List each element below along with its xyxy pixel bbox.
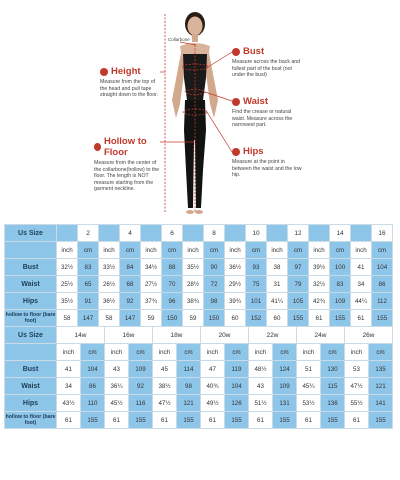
unit-inch: inch [105, 344, 129, 361]
unit-cm: cm [81, 344, 105, 361]
cell: 60 [225, 310, 246, 327]
cell: 147 [78, 310, 99, 327]
unit-inch: inch [249, 344, 273, 361]
size-header: 18w [153, 327, 201, 344]
cell: 28½ [183, 276, 204, 293]
cell: 45½ [105, 395, 129, 412]
cell: 84 [120, 259, 141, 276]
hollow-title: Hollow to Floor [103, 136, 147, 158]
size-header: 12 [288, 225, 309, 242]
cell: 42¾ [309, 293, 330, 310]
cell: 61 [309, 310, 330, 327]
cell: 101 [246, 293, 267, 310]
cell: 100 [330, 259, 351, 276]
unit-cm: cm [369, 344, 393, 361]
cell: 35½ [57, 293, 78, 310]
cell: 35½ [183, 259, 204, 276]
cell: 61 [153, 412, 177, 429]
unit-cm: cm [273, 344, 297, 361]
cell: 27½ [141, 276, 162, 293]
height-desc: Measure from the top of the head and pull tape straight down to the floor. [100, 79, 158, 99]
cell: 51 [297, 361, 321, 378]
cell: 92 [120, 293, 141, 310]
bust-desc: Measure across the back and fullest part of the bust (not under the bust) [232, 59, 301, 79]
unit-cm: cm [321, 344, 345, 361]
cell: 60 [267, 310, 288, 327]
cell: 61 [345, 412, 369, 429]
size-chart-table-plus [4, 326, 393, 429]
cell: 116 [129, 395, 153, 412]
hollow-row-label: hollow to floor (bare foot) [5, 310, 57, 327]
size-header: 20w [201, 327, 249, 344]
cell: 32½ [309, 276, 330, 293]
unit-cm: cm [225, 344, 249, 361]
cell: 58 [57, 310, 78, 327]
bust-guide [232, 46, 302, 79]
waist-guide [232, 96, 302, 129]
unit-inch: inch [351, 242, 372, 259]
cell: 61 [249, 412, 273, 429]
cell: 93 [246, 259, 267, 276]
cell: 135 [369, 361, 393, 378]
waist-title: Waist [243, 96, 268, 107]
size-header: 4 [120, 225, 141, 242]
hollow-desc: Measure from the center of the collarbone(hollow) to the floor. The length is NOT measure starting from the garment neckline. [94, 160, 160, 193]
cell: 90 [204, 259, 225, 276]
cell: 121 [369, 378, 393, 395]
cell: 141 [369, 395, 393, 412]
bust-row [5, 259, 393, 276]
bullet-icon [232, 48, 240, 56]
cell: 155 [81, 412, 105, 429]
cell: 31 [267, 276, 288, 293]
unit-cm: cm [129, 344, 153, 361]
cell: 36¼ [105, 378, 129, 395]
hips-row-label: Hips [5, 293, 57, 310]
cell: 109 [129, 361, 153, 378]
cell: 38¾ [183, 293, 204, 310]
cell: 47 [201, 361, 225, 378]
size-header: 10 [246, 225, 267, 242]
cell: 47½ [345, 378, 369, 395]
cell: 92 [129, 378, 153, 395]
size-header: 14 [330, 225, 351, 242]
unit-cm: cm [204, 242, 225, 259]
cell: 121 [177, 395, 201, 412]
unit-inch: inch [267, 242, 288, 259]
bullet-icon [100, 68, 108, 76]
cell: 39½ [309, 259, 330, 276]
cell: 38½ [153, 378, 177, 395]
cell: 40¾ [201, 378, 225, 395]
cell: 61 [351, 310, 372, 327]
hollow-row-label: hollow to floor (bare foot) [5, 412, 57, 429]
cell: 29½ [225, 276, 246, 293]
cell: 115 [321, 378, 345, 395]
bust-row [5, 361, 393, 378]
cell: 155 [225, 412, 249, 429]
cell: 126 [225, 395, 249, 412]
cell: 25½ [57, 276, 78, 293]
cell: 83 [78, 259, 99, 276]
unit-inch: inch [297, 344, 321, 361]
cell: 155 [321, 412, 345, 429]
cell: 43 [105, 361, 129, 378]
cell: 36½ [225, 259, 246, 276]
cell: 98 [204, 293, 225, 310]
hips-title: Hips [243, 146, 264, 157]
cell: 58 [99, 310, 120, 327]
cell: 155 [273, 412, 297, 429]
cell: 130 [321, 361, 345, 378]
measurement-guide [0, 0, 400, 222]
cell: 41 [57, 361, 81, 378]
cell: 61 [297, 412, 321, 429]
cell: 43½ [57, 395, 81, 412]
waist-desc: Find the crease or natural waist. Measure across the narrowest part. [232, 109, 293, 129]
cell: 147 [120, 310, 141, 327]
size-header: 24w [297, 327, 345, 344]
unit-inch: inch [345, 344, 369, 361]
cell: 119 [225, 361, 249, 378]
cell: 104 [372, 259, 393, 276]
size-header: 22w [249, 327, 297, 344]
cell: 104 [81, 361, 105, 378]
cell: 155 [288, 310, 309, 327]
size-header-row [5, 225, 393, 242]
waist-row-label: Waist [5, 276, 57, 293]
cell: 61 [201, 412, 225, 429]
unit-inch: inch [183, 242, 204, 259]
cell: 150 [162, 310, 183, 327]
cell: 45 [153, 361, 177, 378]
collarbone-label: Collarbone [168, 37, 190, 42]
size-header: 6 [162, 225, 183, 242]
hollow-guide [94, 136, 164, 193]
model-figure-illustration [0, 0, 400, 222]
waist-row [5, 276, 393, 293]
us-size-label: Us Size [5, 225, 57, 242]
cell: 105 [288, 293, 309, 310]
unit-inch: inch [225, 242, 246, 259]
bullet-icon [232, 98, 240, 106]
cell: 136 [321, 395, 345, 412]
cell: 114 [177, 361, 201, 378]
bullet-icon [232, 148, 240, 156]
bust-row-label: Bust [5, 259, 57, 276]
unit-cm: cm [372, 242, 393, 259]
cell: 39¾ [225, 293, 246, 310]
cell: 104 [225, 378, 249, 395]
cell: 75 [246, 276, 267, 293]
cell: 34 [351, 276, 372, 293]
hips-row [5, 293, 393, 310]
cell: 53½ [297, 395, 321, 412]
cell: 109 [330, 293, 351, 310]
cell: 32½ [57, 259, 78, 276]
cell: 155 [177, 412, 201, 429]
unit-inch: inch [57, 344, 81, 361]
cell: 36½ [99, 293, 120, 310]
cell: 34½ [141, 259, 162, 276]
cell: 155 [330, 310, 351, 327]
size-header: 14w [57, 327, 105, 344]
size-header: 26w [345, 327, 393, 344]
size-header: 16w [105, 327, 153, 344]
unit-inch: inch [99, 242, 120, 259]
cell: 41¼ [267, 293, 288, 310]
cell: 86 [372, 276, 393, 293]
hips-row-label: Hips [5, 395, 57, 412]
cell: 45¼ [297, 378, 321, 395]
unit-cm: cm [78, 242, 99, 259]
cell: 98 [177, 378, 201, 395]
cell: 68 [120, 276, 141, 293]
cell: 150 [204, 310, 225, 327]
unit-cm: cm [246, 242, 267, 259]
cell: 59 [183, 310, 204, 327]
unit-inch: inch [309, 242, 330, 259]
cell: 70 [162, 276, 183, 293]
cell: 131 [273, 395, 297, 412]
cell: 65 [78, 276, 99, 293]
unit-inch: inch [201, 344, 225, 361]
cell: 55½ [345, 395, 369, 412]
size-header: 8 [204, 225, 225, 242]
size-header: 2 [78, 225, 99, 242]
unit-row [5, 344, 393, 361]
cell: 49½ [201, 395, 225, 412]
cell: 51½ [249, 395, 273, 412]
cell: 110 [81, 395, 105, 412]
cell: 109 [273, 378, 297, 395]
unit-cm: cm [120, 242, 141, 259]
cell: 152 [246, 310, 267, 327]
cell: 155 [372, 310, 393, 327]
cell: 38 [267, 259, 288, 276]
cell: 88 [162, 259, 183, 276]
cell: 96 [162, 293, 183, 310]
height-title: Height [111, 66, 141, 77]
cell: 53 [345, 361, 369, 378]
cell: 72 [204, 276, 225, 293]
unit-cm: cm [288, 242, 309, 259]
hollow-to-floor-row [5, 412, 393, 429]
hips-guide [232, 146, 302, 179]
unit-inch: inch [153, 344, 177, 361]
cell: 155 [129, 412, 153, 429]
hips-row [5, 395, 393, 412]
cell: 34 [57, 378, 81, 395]
cell: 124 [273, 361, 297, 378]
cell: 61 [57, 412, 81, 429]
size-chart-table-standard [4, 224, 393, 327]
waist-row-label: Waist [5, 378, 57, 395]
cell: 43 [249, 378, 273, 395]
unit-cm: cm [162, 242, 183, 259]
cell: 86 [81, 378, 105, 395]
bust-row-label: Bust [5, 361, 57, 378]
cell: 37¾ [141, 293, 162, 310]
cell: 83 [330, 276, 351, 293]
waist-row [5, 378, 393, 395]
bullet-icon [94, 143, 101, 151]
cell: 79 [288, 276, 309, 293]
bust-title: Bust [243, 46, 265, 57]
unit-inch: inch [141, 242, 162, 259]
hollow-to-floor-row [5, 310, 393, 327]
size-header-row [5, 327, 393, 344]
cell: 155 [369, 412, 393, 429]
cell: 44¼ [351, 293, 372, 310]
height-guide [100, 66, 162, 99]
size-header: 16 [372, 225, 393, 242]
unit-inch: inch [57, 242, 78, 259]
cell: 48½ [249, 361, 273, 378]
us-size-label: Us Size [5, 327, 57, 344]
unit-cm: cm [177, 344, 201, 361]
cell: 91 [78, 293, 99, 310]
cell: 112 [372, 293, 393, 310]
cell: 97 [288, 259, 309, 276]
cell: 59 [141, 310, 162, 327]
unit-cm: cm [330, 242, 351, 259]
cell: 26½ [99, 276, 120, 293]
hips-desc: Measure at the point in between the waist and the low hip. [232, 159, 302, 179]
cell: 61 [105, 412, 129, 429]
unit-row [5, 242, 393, 259]
cell: 41 [351, 259, 372, 276]
cell: 33½ [99, 259, 120, 276]
cell: 47½ [153, 395, 177, 412]
